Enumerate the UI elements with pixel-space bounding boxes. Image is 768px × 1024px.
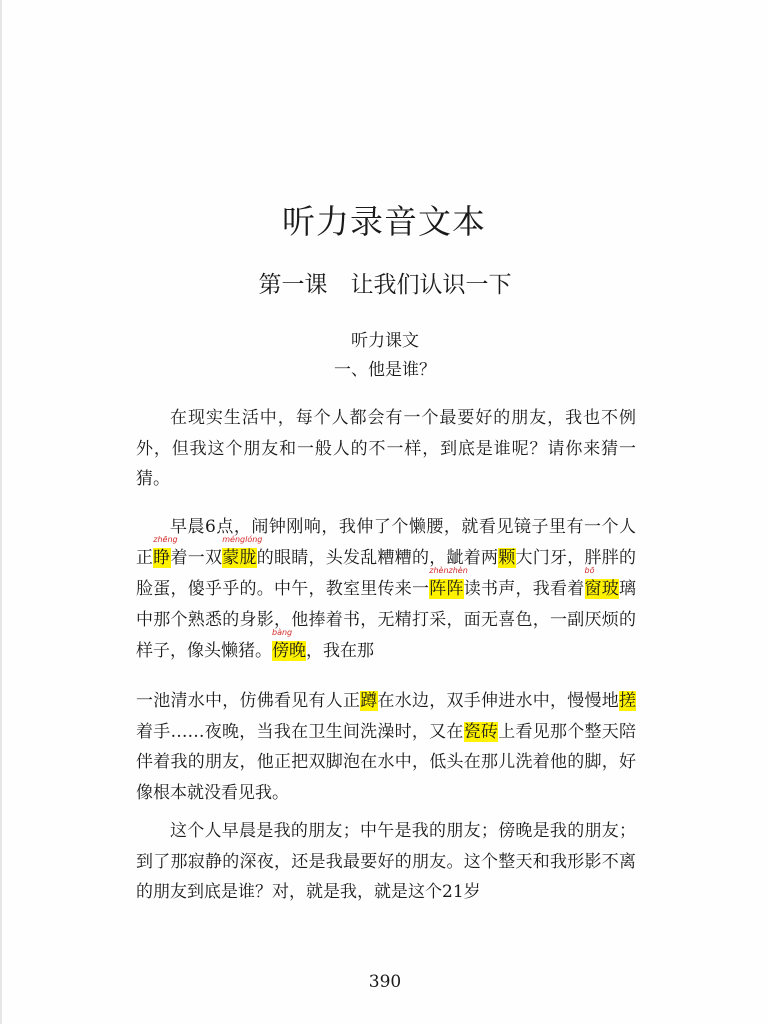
pinyin-annotation: zhēng [153, 535, 178, 544]
highlight-text: 窗玻 [584, 579, 619, 599]
highlighted-word [153, 535, 178, 568]
highlight-text: 睁 [153, 548, 171, 568]
text-run: 着手……夜晚，当我在卫生间洗澡时，又在 [136, 721, 464, 742]
lesson-title: 第一课 让我们认识一下 [258, 272, 512, 298]
paragraph-4: 这个人早晨是我的朋友；中午是我的朋友；傍晚是我的朋友；到了那寂静的深夜，还是我最要好的朋友。这个整天和我形影不离的朋友到底是谁？对，就是我，就是这个21岁 [136, 821, 636, 902]
paragraph-2 [136, 512, 636, 667]
text-run: 大门牙，胖胖的脸蛋，傻乎乎的。中午，教室里传来一 [136, 548, 636, 599]
text-run: 一池清水中，仿佛看见有人正 [136, 691, 361, 711]
highlight-text: 蒙胧 [222, 548, 257, 568]
highlighted-word [272, 628, 306, 661]
pinyin-annotation: ménglóng [222, 535, 263, 544]
text-run: 早晨6点，闹钟刚响，我伸了个懒腰，就看见镜子里有一个人正 [136, 517, 636, 568]
paragraph-3 [136, 686, 636, 808]
highlighted-word: 搓 [619, 691, 636, 711]
section-title: 听力课文 [351, 331, 419, 351]
highlighted-word: 颗 [498, 548, 516, 568]
text-run: 的眼睛，头发乱糟糟的，龇着两 [256, 548, 499, 568]
pinyin-annotation: bō [584, 566, 595, 575]
text-run: 着一双 [170, 548, 223, 568]
highlighted-word: 蹲 [360, 691, 378, 711]
highlight-text: 傍晚 [272, 641, 306, 661]
page-number: 390 [368, 972, 402, 992]
pinyin-annotation: zhènzhèn [429, 566, 468, 575]
highlighted-word: 瓷砖 [463, 721, 499, 742]
highlighted-word [222, 535, 263, 568]
text-run: ，我在那 [306, 641, 374, 661]
pinyin-annotation: bàng [272, 628, 293, 637]
page-title: 听力录音文本 [282, 202, 486, 241]
highlight-text: 阵阵 [429, 579, 464, 599]
text-run: 读书声，我看着 [463, 579, 585, 599]
highlighted-word [584, 566, 620, 599]
highlighted-word [429, 566, 468, 599]
text-run: 在水边，双手伸进水中，慢慢地 [377, 691, 619, 711]
page-edge [0, 0, 2, 1024]
text-run: 上看见那个整天陪伴着我的朋友，他正把双脚泡在水中，低头在那儿洗着他的脚，好像根本就没看见我。 [136, 721, 637, 803]
paragraph-1: 在现实生活中，每个人都会有一个最要好的朋友，我也不例外，但我这个朋友和一般人的不一样，到底是谁呢？请你来猜一猜。 [136, 408, 636, 489]
subsection-title: 一、他是谁？ [334, 360, 436, 380]
text-run: 璃中那个熟悉的身影，他捧着书，无精打采，面无喜色，一副厌烦的样子，像头懒猪。 [136, 579, 636, 661]
